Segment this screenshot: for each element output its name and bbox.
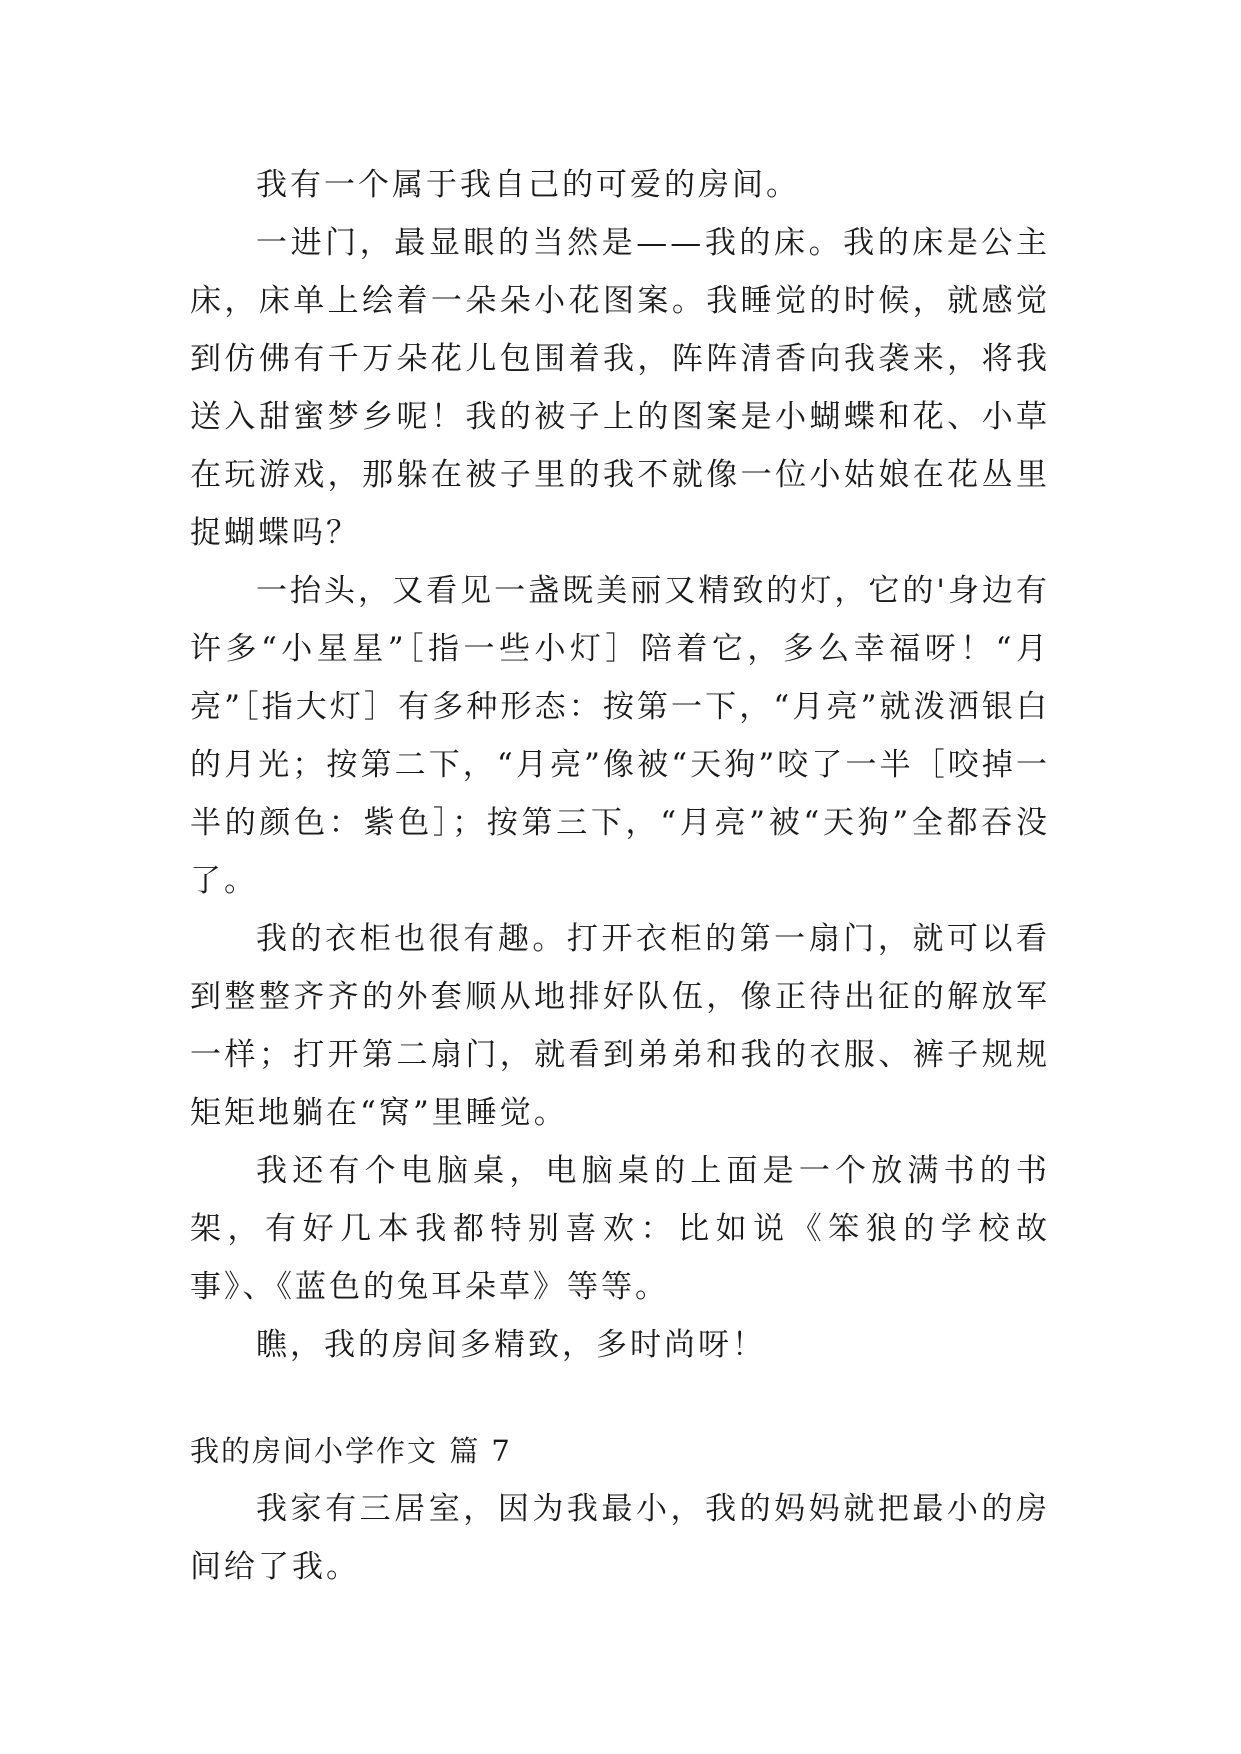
paragraph-bed: 一进门，最显眼的当然是——我的床。我的床是公主床，床单上绘着一朵朵小花图案。我睡觉的时候，就感觉到仿佛有千万朵花儿包围着我，阵阵清香向我袭来，将我送入甜蜜梦乡呢！我的被子上的图案是小蝴蝶和花、小草在玩游戏，那躲在被子里的我不就像一位小姑娘在花丛里捉蝴蝶吗？ <box>190 225 1050 551</box>
essay-body <box>190 156 1050 1596</box>
paragraph-intro: 我有一个属于我自己的可爱的房间。 <box>256 167 800 203</box>
paragraph-desk: 我还有个电脑桌，电脑桌的上面是一个放满书的书架，有好几本我都特别喜欢：比如说《笨狼的学校故事》、《蓝色的兔耳朵草》等等。 <box>190 1153 1050 1305</box>
paragraph-section-7-opening: 我家有三居室，因为我最小，我的妈妈就把最小的房间给了我。 <box>190 1491 1050 1585</box>
paragraph-wardrobe: 我的衣柜也很有趣。打开衣柜的第一扇门，就可以看到整整齐齐的外套顺从地排好队伍，像正待出征的解放军一样；打开第二扇门，就看到弟弟和我的衣服、裤子规规矩矩地躺在“窝”里睡觉。 <box>190 921 1050 1131</box>
paragraph-lamp: 一抬头，又看见一盏既美丽又精致的灯，它的'身边有许多“小星星”［指一些小灯］陪着它，多么幸福呀！“月亮”［指大灯］有多种形态：按第一下，“月亮”就泼洒银白的月光；按第二下，“月亮”像被“天狗”咬了一半［咬掉一半的颜色：紫色］；按第三下，“月亮”被“天狗”全都吞没了。 <box>190 573 1050 899</box>
paragraph-closing: 瞧，我的房间多精致，多时尚呀！ <box>256 1327 766 1363</box>
section-heading: 我的房间小学作文 篇 7 <box>190 1434 512 1468</box>
